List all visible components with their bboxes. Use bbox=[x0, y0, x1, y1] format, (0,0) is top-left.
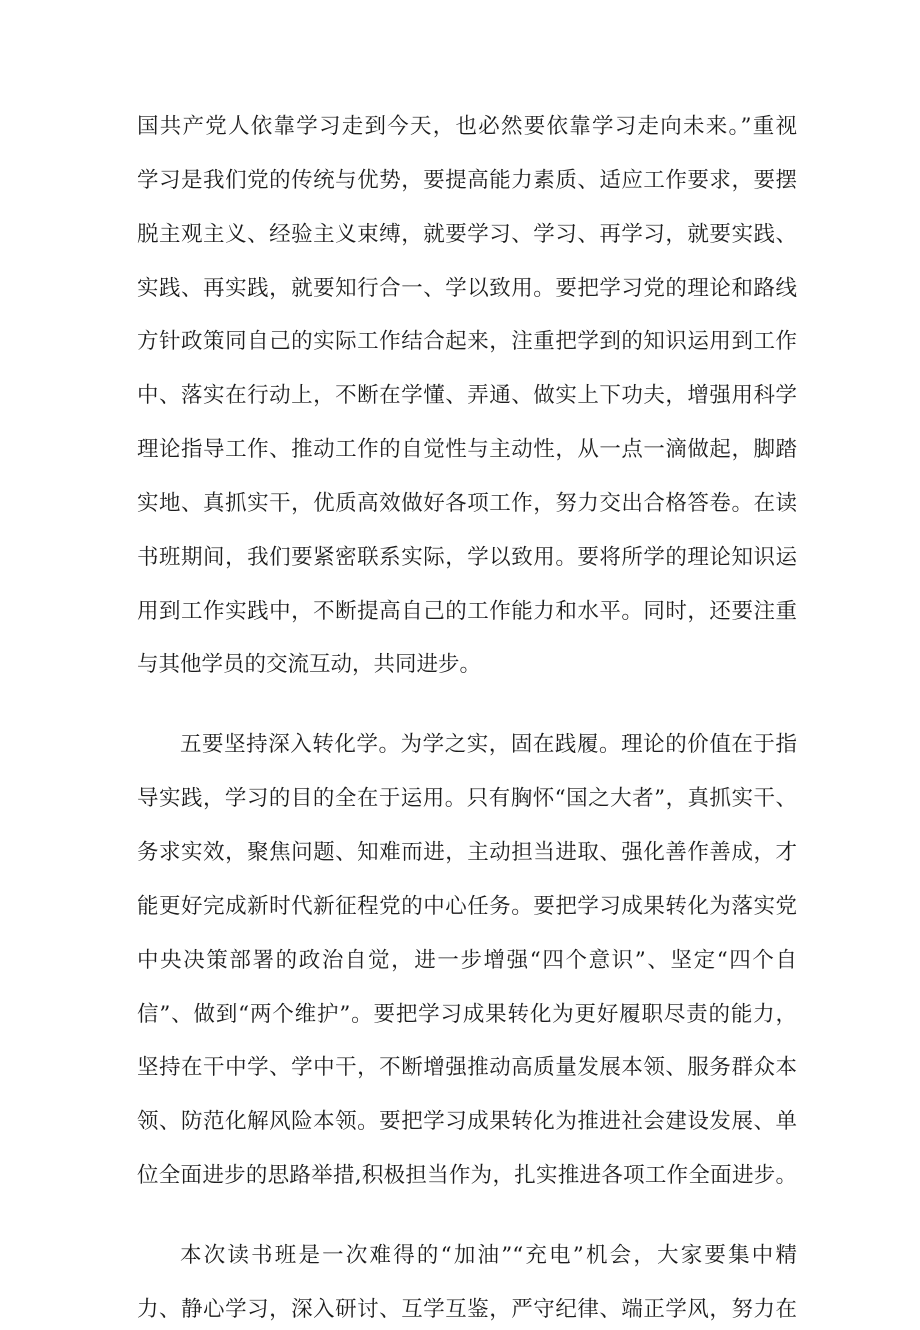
text-line: 与其他学员的交流互动，共同进步。 bbox=[137, 652, 482, 677]
text-line: 实践、再实践，就要知行合一、学以致用。要把学习党的理论和路线 bbox=[137, 276, 797, 301]
text-line: 书班期间，我们要紧密联系实际，学以致用。要将所学的理论知识运 bbox=[137, 545, 797, 570]
text-line: 能更好完成新时代新征程党的中心任务。要把学习成果转化为落实党 bbox=[137, 894, 797, 919]
text-line: 位全面进步的思路举措,积极担当作为，扎实推进各项工作全面进步。 bbox=[137, 1163, 797, 1188]
text-line: 中央决策部署的政治自觉，进一步增强“四个意识”、坚定“四个自 bbox=[137, 948, 797, 973]
text-line: 本次读书班是一次难得的“加油”“充电”机会，大家要集中精 bbox=[180, 1243, 797, 1268]
text-line: 导实践，学习的目的全在于运用。只有胸怀“国之大者”，真抓实干、 bbox=[137, 786, 797, 811]
text-line: 务求实效，聚焦问题、知难而进，主动担当进取、强化善作善成，才 bbox=[137, 840, 797, 865]
text-line: 五要坚持深入转化学。为学之实，固在践履。理论的价值在于指 bbox=[180, 732, 797, 757]
text-line: 国共产党人依靠学习走到今天，也必然要依靠学习走向未来。”重视 bbox=[137, 114, 797, 139]
text-line: 脱主观主义、经验主义束缚，就要学习、学习、再学习，就要实践、 bbox=[137, 222, 797, 247]
text-line: 理论指导工作、推动工作的自觉性与主动性，从一点一滴做起，脚踏 bbox=[137, 437, 797, 462]
text-line: 信”、做到“两个维护”。要把学习成果转化为更好履职尽责的能力， bbox=[137, 1002, 797, 1027]
text-line: 领、防范化解风险本领。要把学习成果转化为推进社会建设发展、单 bbox=[137, 1109, 797, 1134]
text-line: 学习是我们党的传统与优势，要提高能力素质、适应工作要求，要摆 bbox=[137, 168, 797, 193]
text-line: 用到工作实践中，不断提高自己的工作能力和水平。同时，还要注重 bbox=[137, 599, 797, 624]
text-line: 力、静心学习，深入研讨、互学互鉴，严守纪律、端正学风，努力在 bbox=[137, 1297, 797, 1322]
text-line: 方针政策同自己的实际工作结合起来，注重把学到的知识运用到工作 bbox=[137, 329, 797, 354]
text-line: 中、落实在行动上，不断在学懂、弄通、做实上下功夫，增强用科学 bbox=[137, 383, 797, 408]
text-line: 坚持在干中学、学中干，不断增强推动高质量发展本领、服务群众本 bbox=[137, 1055, 797, 1080]
text-line: 实地、真抓实干，优质高效做好各项工作，努力交出合格答卷。在读 bbox=[137, 491, 797, 516]
